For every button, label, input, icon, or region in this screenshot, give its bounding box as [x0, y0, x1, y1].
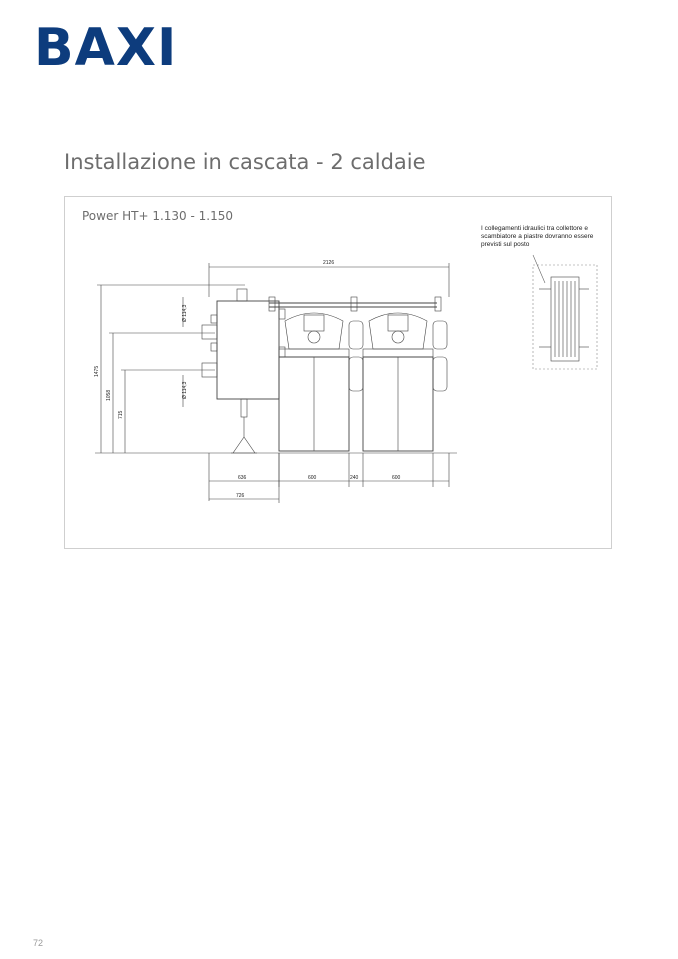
hydraulic-manifold — [217, 301, 279, 399]
installation-note: I collegamenti idraulici tra collettore e scambiatore a piastre dovranno essere previsti sul posto — [481, 225, 594, 248]
plate-heat-exchanger — [539, 277, 589, 361]
dim-boiler-2-width: 600 — [392, 475, 401, 481]
figure-frame — [64, 196, 612, 549]
technical-drawing — [65, 197, 613, 550]
page-title: Installazione in cascata - 2 caldaie — [64, 150, 426, 174]
dim-height-3: 715 — [118, 410, 124, 419]
baxi-logo: BAXI — [34, 18, 178, 78]
dim-pipe-lower: Ø 114,3 — [182, 381, 188, 399]
figure-subtitle: Power HT+ 1.130 - 1.150 — [82, 209, 233, 223]
dim-support-width: 726 — [236, 493, 245, 499]
dim-manifold-width: 636 — [238, 475, 247, 481]
dim-gap: 240 — [350, 475, 359, 481]
exchanger-boundary — [533, 265, 597, 369]
note-leader-line — [533, 255, 545, 283]
page-number: 72 — [33, 938, 44, 948]
boiler-2 — [363, 313, 447, 451]
boiler-1 — [279, 313, 363, 451]
dim-height-1: 1475 — [94, 365, 100, 377]
dim-height-2: 1058 — [106, 389, 112, 401]
dim-pipe-upper: Ø 114,3 — [182, 304, 188, 322]
dim-total-width: 2126 — [323, 260, 335, 266]
dim-boiler-1-width: 600 — [308, 475, 317, 481]
